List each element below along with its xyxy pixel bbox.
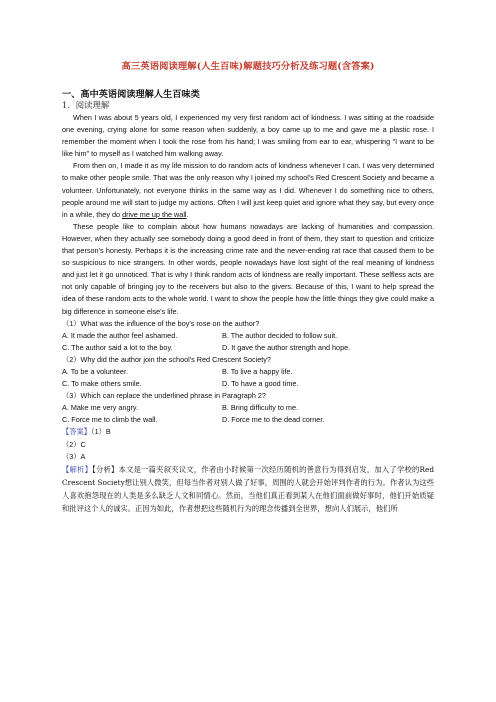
paragraph-2-text: From then on, I made it as my life mission to do random acts of kindness whenever I can. I was very determined to make other people smile. That was the only reason why I joined my school's Red Crescent Society and became a volunteer. Unfortunately, not everyone thinks in the same way as I did. Whenever I do something nice to others, people around me will start to judge my actions. Often I will just keep quiet and ignore what they say, but every once in a while, they do (62, 161, 434, 219)
section-heading: 一、高中英语阅读理解人生百味类 (62, 89, 200, 100)
passage-paragraph-1: When I was about 5 years old, I experienced my very first random act of kindness. I was sitting at the roadside one evening, crying alone for some reason when suddenly, a boy came up to me and gave me a plastic rose. I remember the moment when I took the rose from his hand; I was smiling from ear to ear, whispering "I want to be like him" to myself as I watched him walking away. (62, 113, 434, 159)
option-b: B. Bring difficulty to me. (222, 403, 299, 413)
option-c: C. The author said a lot to the boy. (62, 342, 173, 352)
document-body (62, 112, 434, 516)
question-3-options-row-1 (62, 402, 434, 414)
question-1-options-row-1 (62, 330, 434, 342)
question-2-options-row-2 (62, 378, 434, 390)
question-1-options-row-2 (62, 342, 434, 354)
question-1-stem: （1）What was the influence of the boy's rose on the author? (62, 318, 260, 328)
underlined-phrase: drive me up the wall (122, 209, 187, 219)
option-a: A. It made the author feel ashamed. (62, 330, 178, 340)
analysis-paragraph (62, 463, 434, 516)
subsection-heading: 1．阅读理解 (62, 100, 110, 110)
analysis-label: 【解析】 (62, 464, 93, 474)
answer-3: （3）A (62, 451, 86, 461)
answer-line-1 (62, 426, 434, 438)
answer-label: 【答案】 (62, 427, 92, 437)
paragraph-2-end: . (186, 209, 189, 219)
option-d: D. It gave the author strength and hope. (222, 342, 351, 352)
option-b: B. The author decided to follow suit. (222, 330, 338, 340)
option-c: C. Force me to climb the wall. (62, 415, 158, 425)
question-2-stem: （2）Why did the author join the school's Red Crescent Society? (62, 354, 271, 364)
page-title: 高三英语阅读理解(人生百味)解题技巧分析及练习题(含答案) (121, 61, 375, 72)
passage-paragraph-2 (62, 160, 434, 220)
option-d: D. To have a good time. (222, 379, 299, 389)
answer-1: （1）B (91, 427, 111, 437)
analysis-text: 【分析】本文是一篇夹叙夹议文，作者由小时候第一次经历随机的善意行为得到启发，加入了学校的Red Crescent Society想让别人微笑，但每当作者对别人做了好事，周围的人就会开始评判作者的行为。作者认为这些人喜欢抱怨现在的人类是多么缺乏人文和同情心。然而，当他们真正看到某人在他们面前做好事时，他们开始质疑和批评这个人的诚实。正因为如此，作者想把这些随机行为的理念传播到全世界，想向人们展示，他们所 (62, 464, 434, 514)
question-3-options-row-2 (62, 414, 434, 426)
option-c: C. To make others smile. (62, 379, 142, 389)
question-2-options-row-1 (62, 366, 434, 378)
question-3-stem: （3）Which can replace the underlined phrase in Paragraph 2? (62, 391, 266, 401)
option-b: B. To live a happy life. (222, 366, 293, 376)
option-d: D. Force me to the dead corner. (222, 415, 325, 425)
option-a: A. Make me very angry. (62, 403, 139, 413)
option-a: A. To be a volunteer. (62, 366, 128, 376)
passage-paragraph-3: These people like to complain about how humans nowadays are lacking of humanities and compassion. However, when they actually see somebody doing a good deed in front of them, they start to question and criticize that person's honesty. Perhaps it is the increasing crime rate and the never-ending rat race that caused them to be so suspicious to nice strangers. In other words, people nowadays have lost sight of the real meaning of kindness and just let it go unnoticed. That is why I think random acts of kindness are really important. These selfless acts are not only capable of bringing joy to the receivers but also to the givers. Because of this, I want to help spread the idea of these random acts to the whole world. I want to show the people how the little things they give could make a big difference in someone else's life. (62, 221, 434, 316)
answer-2: （2）C (62, 439, 86, 449)
